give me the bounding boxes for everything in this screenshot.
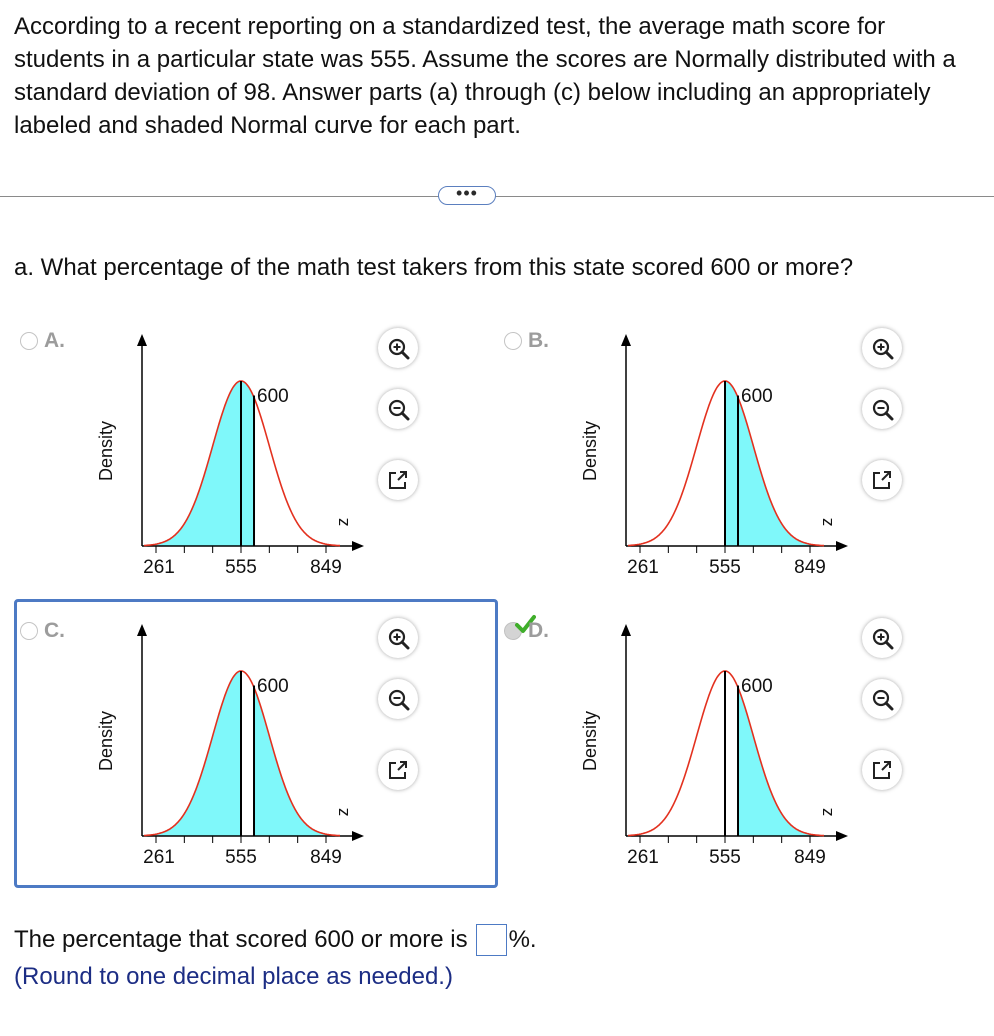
zoom-out-icon bbox=[870, 687, 894, 711]
option-a-radio[interactable] bbox=[20, 332, 38, 350]
x-tick-label: 261 bbox=[627, 557, 659, 578]
z-axis-label: z bbox=[817, 807, 836, 817]
open-in-new-window-icon bbox=[870, 468, 894, 492]
zoom-in-icon bbox=[386, 626, 410, 650]
option-b[interactable] bbox=[502, 326, 982, 606]
option-c-normal-curve-graph bbox=[88, 616, 378, 876]
y-axis-arrow-icon bbox=[137, 334, 147, 346]
y-axis-arrow-icon bbox=[621, 624, 631, 636]
option-d-zoom-in-button[interactable] bbox=[862, 618, 902, 658]
open-in-new-window-icon bbox=[386, 758, 410, 782]
option-a-open-in-new-window-button[interactable] bbox=[378, 460, 418, 500]
zoom-in-icon bbox=[870, 336, 894, 360]
rounding-note: (Round to one decimal place as needed.) bbox=[14, 963, 453, 990]
z-axis-label: z bbox=[817, 517, 836, 527]
problem-intro: According to a recent reporting on a standardized test, the average math score for students in a particular state was 555. Assume the scores are Normally distributed with a standard deviation of 98. Answer parts (a) through (c) below including an appropriately labeled and shaded Normal curve for each part. bbox=[14, 13, 956, 139]
marker-label: 600 bbox=[257, 676, 289, 697]
option-c-radio[interactable] bbox=[20, 622, 38, 640]
zoom-in-icon bbox=[386, 336, 410, 360]
y-axis-arrow-icon bbox=[137, 624, 147, 636]
x-tick-label: 849 bbox=[310, 557, 342, 578]
option-b-open-in-new-window-button[interactable] bbox=[862, 460, 902, 500]
option-d-normal-curve-graph bbox=[572, 616, 862, 876]
answer-line bbox=[14, 924, 537, 956]
option-a-normal-curve-graph bbox=[88, 326, 378, 586]
answer-input[interactable] bbox=[476, 924, 507, 956]
answer-suffix: %. bbox=[508, 926, 537, 953]
x-tick-label: 555 bbox=[225, 557, 257, 578]
option-b-shaded-region bbox=[725, 381, 824, 546]
x-tick-label: 555 bbox=[225, 847, 257, 868]
y-axis-label: Density bbox=[580, 710, 600, 772]
option-a-letter: A. bbox=[44, 329, 65, 352]
x-tick-label: 261 bbox=[627, 847, 659, 868]
option-a[interactable] bbox=[18, 326, 498, 606]
marker-label: 600 bbox=[257, 386, 289, 407]
marker-label: 600 bbox=[741, 676, 773, 697]
section-divider bbox=[0, 196, 994, 197]
x-tick-label: 261 bbox=[143, 847, 175, 868]
option-d-letter: D. bbox=[528, 619, 549, 642]
x-tick-label: 261 bbox=[143, 557, 175, 578]
option-c[interactable] bbox=[18, 616, 498, 896]
option-b-radio[interactable] bbox=[504, 332, 522, 350]
option-d-zoom-out-button[interactable] bbox=[862, 679, 902, 719]
x-tick-label: 849 bbox=[310, 847, 342, 868]
x-axis-arrow-icon bbox=[836, 541, 848, 551]
option-c-zoom-in-button[interactable] bbox=[378, 618, 418, 658]
x-tick-label: 555 bbox=[709, 557, 741, 578]
y-axis-label: Density bbox=[96, 710, 116, 772]
option-b-normal-curve-graph bbox=[572, 326, 862, 586]
option-d-open-in-new-window-button[interactable] bbox=[862, 750, 902, 790]
open-in-new-window-icon bbox=[870, 758, 894, 782]
z-axis-label: z bbox=[333, 517, 352, 527]
x-axis-arrow-icon bbox=[352, 831, 364, 841]
x-tick-label: 555 bbox=[709, 847, 741, 868]
show-more-button[interactable]: ••• bbox=[438, 186, 496, 205]
option-b-zoom-out-button[interactable] bbox=[862, 389, 902, 429]
option-c-open-in-new-window-button[interactable] bbox=[378, 750, 418, 790]
option-c-shaded-region bbox=[144, 671, 241, 836]
x-axis-arrow-icon bbox=[836, 831, 848, 841]
x-axis-arrow-icon bbox=[352, 541, 364, 551]
option-a-shaded-region bbox=[144, 381, 254, 546]
option-c-zoom-out-button[interactable] bbox=[378, 679, 418, 719]
open-in-new-window-icon bbox=[386, 468, 410, 492]
zoom-out-icon bbox=[870, 397, 894, 421]
option-a-zoom-in-button[interactable] bbox=[378, 328, 418, 368]
zoom-in-icon bbox=[870, 626, 894, 650]
option-b-letter: B. bbox=[528, 329, 549, 352]
option-a-zoom-out-button[interactable] bbox=[378, 389, 418, 429]
question-text: a. What percentage of the math test takers from this state scored 600 or more? bbox=[14, 254, 854, 281]
option-b-zoom-in-button[interactable] bbox=[862, 328, 902, 368]
option-d[interactable] bbox=[502, 616, 982, 896]
y-axis-label: Density bbox=[96, 420, 116, 482]
zoom-out-icon bbox=[386, 397, 410, 421]
zoom-out-icon bbox=[386, 687, 410, 711]
answer-prefix: The percentage that scored 600 or more is bbox=[14, 926, 468, 953]
y-axis-arrow-icon bbox=[621, 334, 631, 346]
x-tick-label: 849 bbox=[794, 847, 826, 868]
x-tick-label: 849 bbox=[794, 557, 826, 578]
y-axis-label: Density bbox=[580, 420, 600, 482]
marker-label: 600 bbox=[741, 386, 773, 407]
z-axis-label: z bbox=[333, 807, 352, 817]
option-c-letter: C. bbox=[44, 619, 65, 642]
